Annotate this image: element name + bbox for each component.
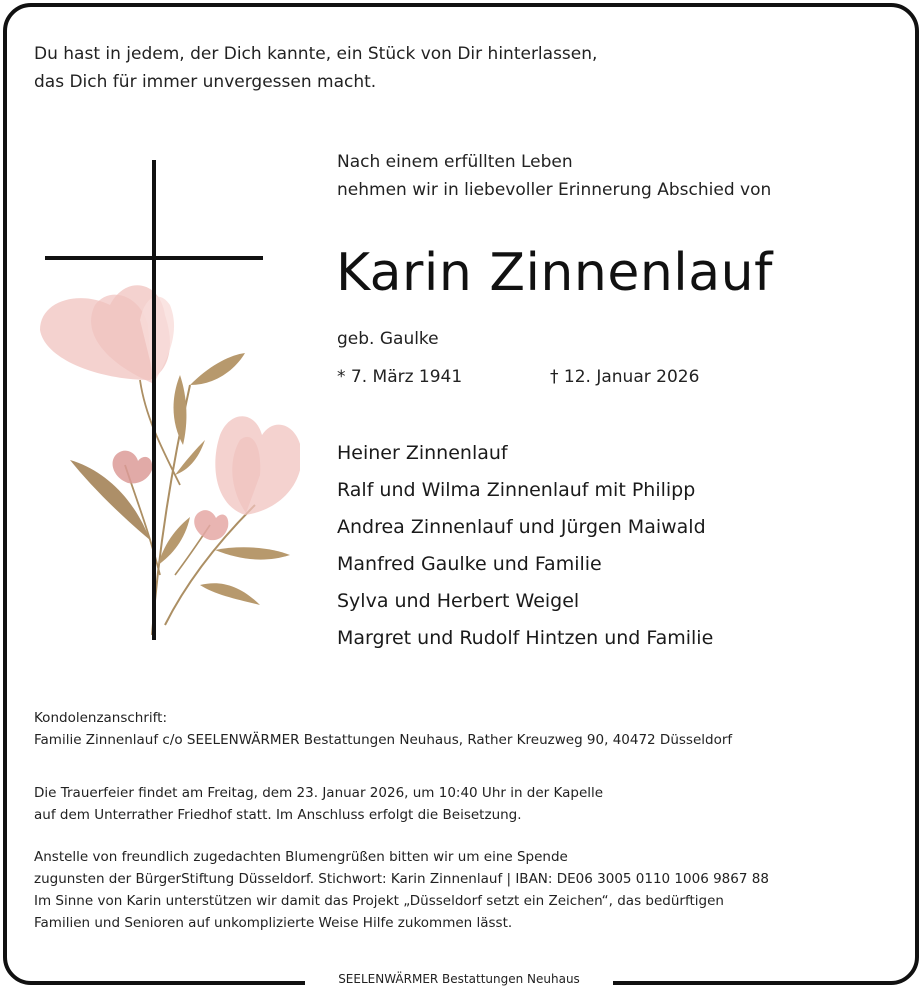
cross-flower-artwork: [40, 155, 300, 645]
birth-name: geb. Gaulke: [337, 329, 439, 349]
donation-line-4: Familien und Senioren auf unkomplizierte Weise Hilfe zukommen lässt.: [34, 915, 513, 931]
birth-date: * 7. März 1941: [337, 367, 463, 387]
intro-text: [337, 148, 771, 204]
intro-line-2: nehmen wir in liebevoller Erinnerung Abschied von: [337, 180, 772, 200]
cross-icon: [45, 160, 263, 640]
motto: [34, 40, 597, 96]
donation-line-2: zugunsten der BürgerStiftung Düsseldorf. Stichwort: Karin Zinnenlauf | IBAN: DE06 3005 0110 1006 9867 88: [34, 871, 769, 887]
mourner-item: Margret und Rudolf Hintzen und Familie: [337, 627, 714, 649]
condolence-address-block: [34, 707, 894, 751]
mourner-item: Manfred Gaulke und Familie: [337, 553, 602, 575]
ceremony-line-2: auf dem Unterrather Friedhof statt. Im Anschluss erfolgt die Beisetzung.: [34, 807, 522, 823]
donation-line-1: Anstelle von freundlich zugedachten Blumengrüßen bitten wir um eine Spende: [34, 849, 568, 865]
condolence-address: Familie Zinnenlauf c/o SEELENWÄRMER Bestattungen Neuhaus, Rather Kreuzweg 90, 40472 Düsseldorf: [34, 732, 733, 748]
death-date: † 12. Januar 2026: [550, 367, 700, 387]
condolence-heading: Kondolenzanschrift:: [34, 710, 168, 726]
ceremony-block: [34, 782, 894, 826]
mourner-item: Heiner Zinnenlauf: [337, 442, 508, 464]
intro-line-1: Nach einem erfüllten Leben: [337, 152, 573, 172]
flower-illustration: [40, 285, 300, 635]
mourners-list: [337, 435, 713, 657]
motto-line-2: das Dich für immer unvergessen macht.: [34, 72, 377, 92]
footer-funeral-home: SEELENWÄRMER Bestattungen Neuhaus: [338, 972, 580, 986]
ceremony-line-1: Die Trauerfeier findet am Freitag, dem 23. Januar 2026, um 10:40 Uhr in der Kapelle: [34, 785, 604, 801]
deceased-name: Karin Zinnenlauf: [336, 243, 773, 303]
mourner-item: Sylva und Herbert Weigel: [337, 590, 580, 612]
donation-line-3: Im Sinne von Karin unterstützen wir damit das Projekt „Düsseldorf setzt ein Zeichen“, das bedürftigen: [34, 893, 724, 909]
mourner-item: Ralf und Wilma Zinnenlauf mit Philipp: [337, 479, 696, 501]
donation-block: [34, 846, 894, 934]
mourner-item: Andrea Zinnenlauf und Jürgen Maiwald: [337, 516, 706, 538]
motto-line-1: Du hast in jedem, der Dich kannte, ein Stück von Dir hinterlassen,: [34, 44, 598, 64]
